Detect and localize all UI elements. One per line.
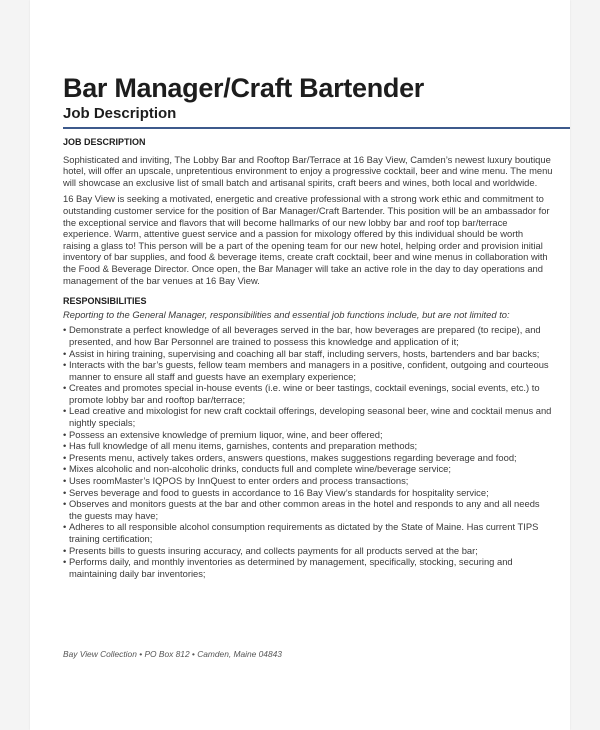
list-item: • Presents menu, actively takes orders, answers questions, makes suggestions regarding beverage and food;: [63, 452, 553, 464]
title-divider: [63, 127, 570, 129]
list-item: • Presents bills to guests insuring accuracy, and collects payments for all products served at the bar;: [63, 545, 553, 557]
job-description-heading: JOB DESCRIPTION: [63, 137, 146, 147]
list-item: • Creates and promotes special in-house events (i.e. wine or beer tastings, cocktail evenings, social events, etc.) to promote lobby bar and rooftop bar/terrace;: [63, 382, 553, 405]
list-item: • Adheres to all responsible alcohol consumption requirements as dictated by the State of Maine. Has current TIPS training certification;: [63, 521, 553, 544]
list-item: • Has full knowledge of all menu items, garnishes, contents and preparation methods;: [63, 440, 553, 452]
document-subtitle: Job Description: [63, 105, 177, 122]
responsibilities-heading: RESPONSIBILITIES: [63, 296, 147, 307]
job-description-paragraph: 16 Bay View is seeking a motivated, energetic and creative professional with a strong work ethic and commitment to outstanding customer service for the position of Bar Manager/Craft Bartender. This position will be an ambassador for the exceptional service and flavors that will become hallmarks of our new lobby bar and roof top bar/terrace experience. Warm, attentive guest service and a passion for mixology offered by this individual should be worth raising a glass to! This person will be a part of the opening team for our new hotel, helping order and provision initial inventory of bar supplies, and food & beverage items, create craft cocktail, beer and wine menus in collaboration with the Food & Beverage Director. Once open, the Bar Manager will take an active role in the day to day operations and management of the bar venues at 16 Bay View.: [63, 193, 550, 286]
document-title: Bar Manager/Craft Bartender: [63, 73, 425, 103]
list-item: • Performs daily, and monthly inventories as determined by management, specifically, stocking, securing and maintaining daily bar inventories;: [63, 556, 553, 579]
list-item: • Observes and monitors guests at the bar and other common areas in the hotel and responds to any and all needs the guests may have;: [63, 498, 553, 521]
list-item: • Mixes alcoholic and non-alcoholic drinks, conducts full and complete wine/beverage service;: [63, 463, 553, 475]
list-item: • Uses roomMaster’s IQPOS by InnQuest to enter orders and process transactions;: [63, 475, 553, 487]
page-footer: Bay View Collection • PO Box 812 • Camden, Maine 04843: [63, 649, 282, 659]
responsibilities-list: [63, 324, 553, 579]
list-item: • Assist in hiring training, supervising and coaching all bar staff, including servers, hosts, bartenders and bar backs;: [63, 348, 553, 360]
list-item: • Lead creative and mixologist for new craft cocktail offerings, developing seasonal beer, wine and cocktail menus and nightly specials;: [63, 405, 553, 428]
document-page: [30, 0, 570, 730]
responsibilities-intro: Reporting to the General Manager, responsibilities and essential job functions include, but are not limited to:: [63, 308, 510, 320]
list-item: • Demonstrate a perfect knowledge of all beverages served in the bar, how beverages are prepared (to recipe), and presented, and how Bar Personnel are trained to possess this knowledge and application of it;: [63, 324, 553, 347]
job-description-paragraph: Sophisticated and inviting, The Lobby Bar and Rooftop Bar/Terrace at 16 Bay View, Camden’s newest luxury boutique hotel, will offer an upscale, unpretentious environment to enjoy a progressive cocktail, beer and wine menu. The menu will showcase an exclusive list of small batch and artisanal spirits, craft beers and wines, both local and worldwide.: [63, 153, 553, 188]
list-item: • Possess an extensive knowledge of premium liquor, wine, and beer offered;: [63, 429, 553, 441]
list-item: • Serves beverage and food to guests in accordance to 16 Bay View’s standards for hospitality service;: [63, 487, 553, 499]
list-item: • Interacts with the bar’s guests, fellow team members and managers in a positive, confident, outgoing and courteous manner to ensure all staff and guests have an exemplary experience;: [63, 359, 553, 382]
document-body: [63, 137, 553, 579]
